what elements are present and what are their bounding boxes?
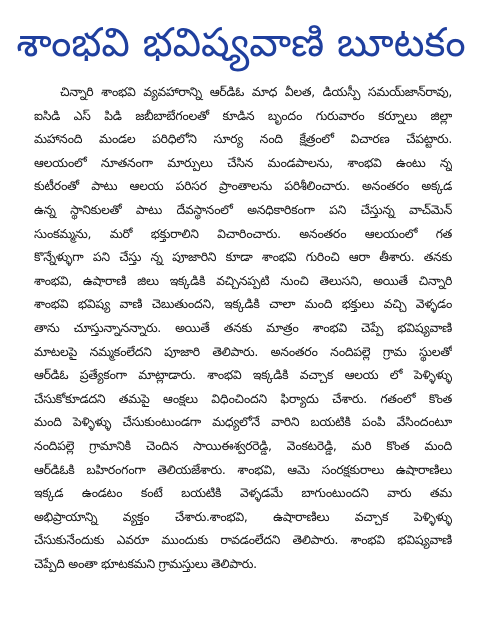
article-line: అభిప్రాయాన్ని వ్యక్తం చేశారు.శాంభవి, ఉషారాణిలు వచ్చాక పెళ్ళిళ్ళు (34, 508, 452, 524)
article-body (34, 80, 452, 600)
article-line: చేసుకోకూడదని తమపై ఆంక్షలు విధించిందని ఫిర్యాదు చేశారు. గతంలో కొంత (34, 390, 452, 406)
article-line: ఉన్న స్థానికులతో పాటు దేవస్థానంలో అనధికారికంగా పని చేస్తున్న వాచ్‌మెన్ (34, 201, 452, 217)
article-line: ఆర్‌డిఓ ప్రత్యేకంగా మాట్లాడారు. శాంభవి ఇక్కడికి వచ్చాక ఆలయ లో పెళ్ళిళ్ళు (34, 367, 452, 383)
article-line: మంది పెళ్ళిళ్ళు చేసుకుంటుండగా మధ్యలోనే వారిని బయటికి పంపి వేసిందంటూ (34, 414, 452, 430)
article-line: సుంకమ్మను, మరో భక్తురాలిని విచారించారు. అనంతరం ఆలయంలో గత (34, 225, 452, 241)
article-line: మహానంది మండల పరిధిలోని సూర్య నంది క్షేత్రంలో విచారణ చేపట్టారు. (34, 131, 452, 147)
article-line: నందిపల్లె గ్రామానికి చెందిన సాయిఈశ్వరరెడ్డి, వెంకటరెడ్డి, మరి కొంత మంది (34, 437, 452, 453)
headline: శాంభవి భవిష్యవాణి బూటకం (16, 20, 466, 66)
article-line: చెప్పేది అంతా భూటకమని గ్రామస్తులు తెలిపారు. (34, 555, 257, 571)
article-line: శాంభవి, ఉషారాణి జిలు ఇక్కడికి వచ్చినప్పటి నుంచి తెలుసని, అయితే చిన్నారి (34, 272, 452, 288)
article-line: ఆర్‌డిఓకి బహిరంగంగా తెలియజేశారు. శాంభవి, ఆమె సంరక్షకురాలు ఉషారాణిలు (34, 461, 452, 477)
article-line: చేసుకునేందుకు ఎవరూ ముందుకు రావడంలేదని తెలిపారు. శాంభవి భవిష్యవాణి (34, 532, 452, 548)
article-line: ఆలయంలో నూతనంగా మార్పులు చేసిన మండపాలను, శాంభవి ఉంటు న్న (34, 154, 452, 170)
article-line: కొన్నేళ్ళుగా పని చేస్తు న్న పూజారిని కూడా శాంభవి గురించి ఆరా తీశారు. తనకు (34, 249, 452, 265)
article-line: మాటలపై నమ్మకంలేదని పూజారి తెలిపారు. అనంతరం నందిపల్లె గ్రామ స్థులతో (34, 343, 452, 359)
article-line: శాంభవి భవిష్య వాణి చెబుతుందని, ఇక్కడికి చాలా మంది భక్తులు వచ్చి వెళ్ళడం (34, 296, 452, 312)
article-line: ఇక్కడ ఉండటం కంటే బయటికి వెళ్ళడమే బాగుంటుందని వారు తమ (34, 485, 452, 501)
article-line: తాను చూస్తున్నానన్నారు. అయితే తనకు మాత్రం శాంభవి చెప్పే భవిష్యవాణి (34, 319, 452, 335)
article-line: చిన్నారి శాంభవి వ్యవహారాన్ని ఆర్‌డిఓ మాధ వీలత, డియస్పీ సమయ్‌జాన్‌రావు, (60, 84, 452, 99)
article-line: కుటీరంతో పాటు ఆలయ పరిసర ప్రాంతాలను పరిశీలించారు. అనంతరం అక్కడ (34, 178, 452, 194)
article-line: ఐసిడి ఎస్ పిడి జబీబాబేగంలతో కూడిన బృందం గురువారం కర్నూలు జిల్లా (34, 107, 452, 123)
